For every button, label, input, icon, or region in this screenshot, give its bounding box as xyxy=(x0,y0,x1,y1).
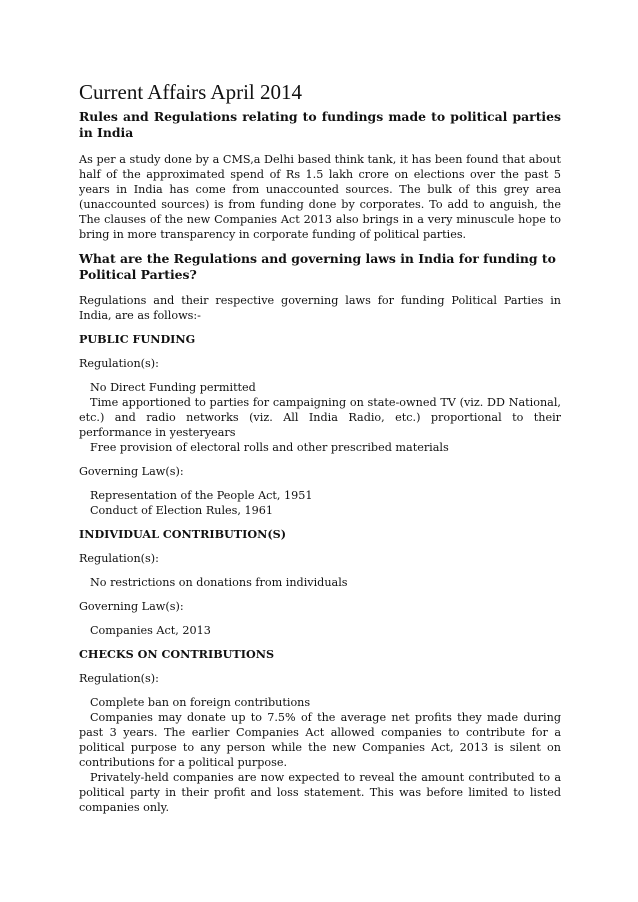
law-label: Governing Law(s): xyxy=(79,600,184,613)
list-item: Time apportioned to parties for campaigning on state-owned TV (viz. DD National, etc.) and radio networks (viz. All India Radio, etc.) proportional to their performance in yesteryears xyxy=(79,396,561,439)
law-list xyxy=(79,488,561,518)
answer-intro: Regulations and their respective governing laws for funding Political Parties in India, are as follows:- xyxy=(79,294,561,322)
regulation-list xyxy=(79,380,561,455)
intro-paragraph: As per a study done by a CMS,a Delhi based think tank, it has been found that about half of the approximated spend of Rs 1.5 lakh crore on elections over the past 5 years in India has come from unaccounted sources. The bulk of this grey area (unaccounted sources) is from funding done by corporates. To add to anguish, the The clauses of the new Companies Act 2013 also brings in a very minuscule hope to bring in more transparency in corporate funding of political parties. xyxy=(79,153,561,241)
list-item: Free provision of electoral rolls and other prescribed materials xyxy=(90,441,449,454)
page-subtitle: Rules and Regulations relating to fundings made to political parties in India xyxy=(79,109,561,140)
document-page xyxy=(79,80,561,824)
list-item: Privately-held companies are now expected to reveal the amount contributed to a political party in their profit and loss statement. This was before limited to listed companies only. xyxy=(79,771,561,814)
law-label: Governing Law(s): xyxy=(79,465,184,478)
regulation-list xyxy=(79,575,561,590)
list-item: Complete ban on foreign contributions xyxy=(90,696,311,709)
list-item: Representation of the People Act, 1951 xyxy=(90,489,313,502)
page-title: Current Affairs April 2014 xyxy=(79,80,303,104)
regulation-label: Regulation(s): xyxy=(79,357,159,370)
list-item: No Direct Funding permitted xyxy=(90,381,256,394)
law-list xyxy=(79,623,561,638)
question-heading: What are the Regulations and governing laws in India for funding to Political Parties? xyxy=(79,251,556,282)
regulation-label: Regulation(s): xyxy=(79,552,159,565)
section-heading-public-funding: PUBLIC FUNDING xyxy=(79,332,196,346)
list-item: Conduct of Election Rules, 1961 xyxy=(90,504,273,517)
list-item: No restrictions on donations from individuals xyxy=(90,576,348,589)
regulation-list xyxy=(79,695,561,815)
section-heading-checks-on-contributions: CHECKS ON CONTRIBUTIONS xyxy=(79,647,275,661)
regulation-label: Regulation(s): xyxy=(79,672,159,685)
list-item: Companies Act, 2013 xyxy=(90,624,211,637)
list-item: Companies may donate up to 7.5% of the average net profits they made during past 3 years. The earlier Companies Act allowed companies to contribute for a political purpose to any person while the new Companies Act, 2013 is silent on contributions for a political purpose. xyxy=(79,711,561,769)
section-heading-individual-contribution: INDIVIDUAL CONTRIBUTION(S) xyxy=(79,527,287,541)
